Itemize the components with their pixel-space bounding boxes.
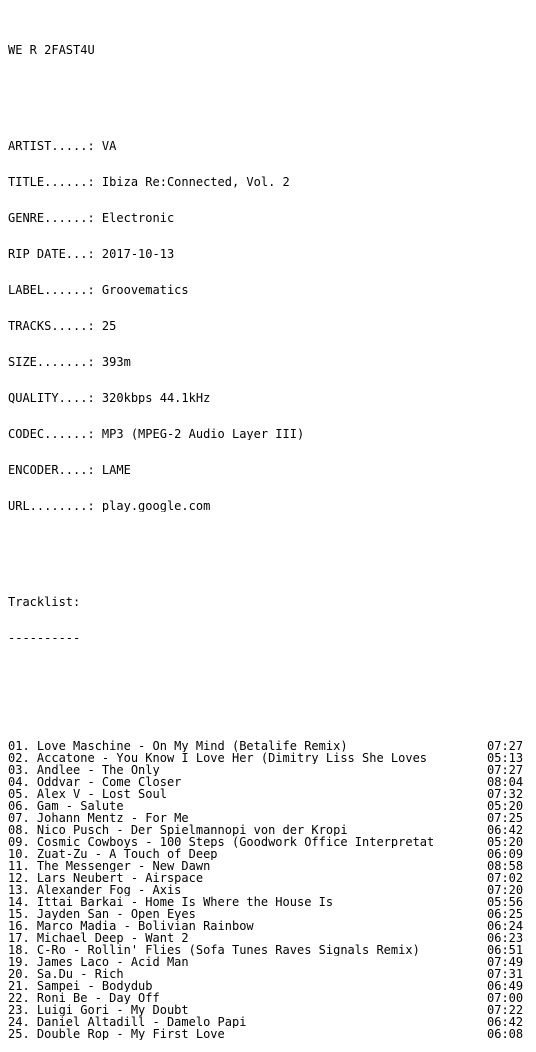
track-row (8, 776, 530, 788)
track-title: 04. Oddvar - Come Closer (8, 776, 182, 788)
info-title: TITLE......: Ibiza Re:Connected, Vol. 2 (8, 176, 290, 188)
track-title: 13. Alexander Fog - Axis (8, 884, 182, 896)
track-duration: 07:31 (487, 967, 524, 981)
track-row (8, 872, 530, 884)
track-title: 22. Roni Be - Day Off (8, 992, 160, 1004)
track-row (8, 884, 530, 896)
track-duration: 05:13 (487, 751, 524, 765)
track-row (8, 1004, 530, 1016)
info-genre: GENRE......: Electronic (8, 212, 175, 224)
track-row (8, 980, 530, 992)
track-title: 23. Luigi Gori - My Doubt (8, 1004, 189, 1016)
track-duration: 05:20 (487, 799, 524, 813)
track-title: 09. Cosmic Cowboys - 100 Steps (Goodwork Office Interpretat (8, 836, 435, 848)
track-title: 15. Jayden San - Open Eyes (8, 908, 196, 920)
track-row (8, 812, 530, 824)
track-row (8, 956, 530, 968)
track-row (8, 740, 530, 752)
track-duration: 06:25 (487, 907, 524, 921)
track-title: 08. Nico Pusch - Der Spielmannopi von der Kropi (8, 824, 348, 836)
track-duration: 06:51 (487, 943, 524, 957)
track-duration: 06:42 (487, 823, 524, 837)
spacer (8, 80, 530, 92)
track-title: 01. Love Maschine - On My Mind (Betalife Remix) (8, 740, 348, 752)
track-title: 10. Zuat-Zu - A Touch of Deep (8, 848, 218, 860)
track-duration: 07:22 (487, 1003, 524, 1017)
info-label: LABEL......: Groovematics (8, 284, 189, 296)
track-duration: 06:42 (487, 1015, 524, 1029)
track-title: 07. Johann Mentz - For Me (8, 812, 189, 824)
track-duration: 07:27 (487, 739, 524, 753)
track-row (8, 800, 530, 812)
track-title: 24. Daniel Altadill - Damelo Papi (8, 1016, 247, 1028)
track-title: 17. Michael Deep - Want 2 (8, 932, 189, 944)
track-duration: 08:58 (487, 859, 524, 873)
track-duration: 07:20 (487, 883, 524, 897)
track-title: 05. Alex V - Lost Soul (8, 788, 167, 800)
track-duration: 05:20 (487, 835, 524, 849)
track-row (8, 920, 530, 932)
track-title: 14. Ittai Barkai - Home Is Where the House Is (8, 896, 334, 908)
track-duration: 06:08 (487, 1027, 524, 1041)
track-row (8, 992, 530, 1004)
info-quality: QUALITY....: 320kbps 44.1kHz (8, 392, 211, 404)
track-row (8, 1028, 530, 1040)
track-row (8, 1016, 530, 1028)
nfo-document (8, 20, 530, 1052)
info-url: URL........: play.google.com (8, 500, 211, 512)
track-row (8, 836, 530, 848)
track-row (8, 848, 530, 860)
tracklist-heading: Tracklist: (8, 596, 81, 608)
track-row (8, 824, 530, 836)
info-size: SIZE.......: 393m (8, 356, 131, 368)
track-row (8, 908, 530, 920)
track-duration: 07:00 (487, 991, 524, 1005)
release-info-block (8, 116, 530, 536)
track-duration: 07:32 (487, 787, 524, 801)
track-title: 19. James Laco - Acid Man (8, 956, 189, 968)
track-title: 16. Marco Madia - Bolivian Rainbow (8, 920, 254, 932)
track-title: 18. C-Ro - Rollin' Flies (Sofa Tunes Raves Signals Remix) (8, 944, 420, 956)
track-title: 03. Andlee - The Only (8, 764, 160, 776)
tracklist-underline: ---------- (8, 632, 81, 644)
track-row (8, 968, 530, 980)
spacer (8, 704, 530, 716)
info-codec: CODEC......: MP3 (MPEG-2 Audio Layer III) (8, 428, 305, 440)
info-rip-date: RIP DATE...: 2017-10-13 (8, 248, 175, 260)
track-title: 02. Accatone - You Know I Love Her (Dimitry Liss She Loves (8, 752, 428, 764)
track-row (8, 764, 530, 776)
track-duration: 06:24 (487, 919, 524, 933)
track-duration: 06:49 (487, 979, 524, 993)
track-duration: 06:09 (487, 847, 524, 861)
track-row (8, 944, 530, 956)
track-row (8, 752, 530, 764)
track-duration: 06:23 (487, 931, 524, 945)
release-group-header: WE R 2FAST4U (8, 44, 95, 56)
info-artist: ARTIST.....: VA (8, 140, 117, 152)
track-title: 21. Sampei - Bodydub (8, 980, 153, 992)
track-title: 06. Gam - Salute (8, 800, 124, 812)
tracklist (8, 740, 530, 1040)
info-encoder: ENCODER....: LAME (8, 464, 131, 476)
track-duration: 07:25 (487, 811, 524, 825)
spacer (8, 560, 530, 572)
track-row (8, 896, 530, 908)
track-title: 25. Double Rop - My First Love (8, 1028, 225, 1040)
track-duration: 07:27 (487, 763, 524, 777)
track-row (8, 788, 530, 800)
track-duration: 07:02 (487, 871, 524, 885)
track-title: 12. Lars Neubert - Airspace (8, 872, 204, 884)
track-duration: 07:49 (487, 955, 524, 969)
track-title: 20. Sa.Du - Rich (8, 968, 124, 980)
track-duration: 08:04 (487, 775, 524, 789)
info-tracks: TRACKS.....: 25 (8, 320, 117, 332)
track-title: 11. The Messenger - New Dawn (8, 860, 211, 872)
track-row (8, 932, 530, 944)
track-duration: 05:56 (487, 895, 524, 909)
track-row (8, 860, 530, 872)
spacer (8, 668, 530, 680)
